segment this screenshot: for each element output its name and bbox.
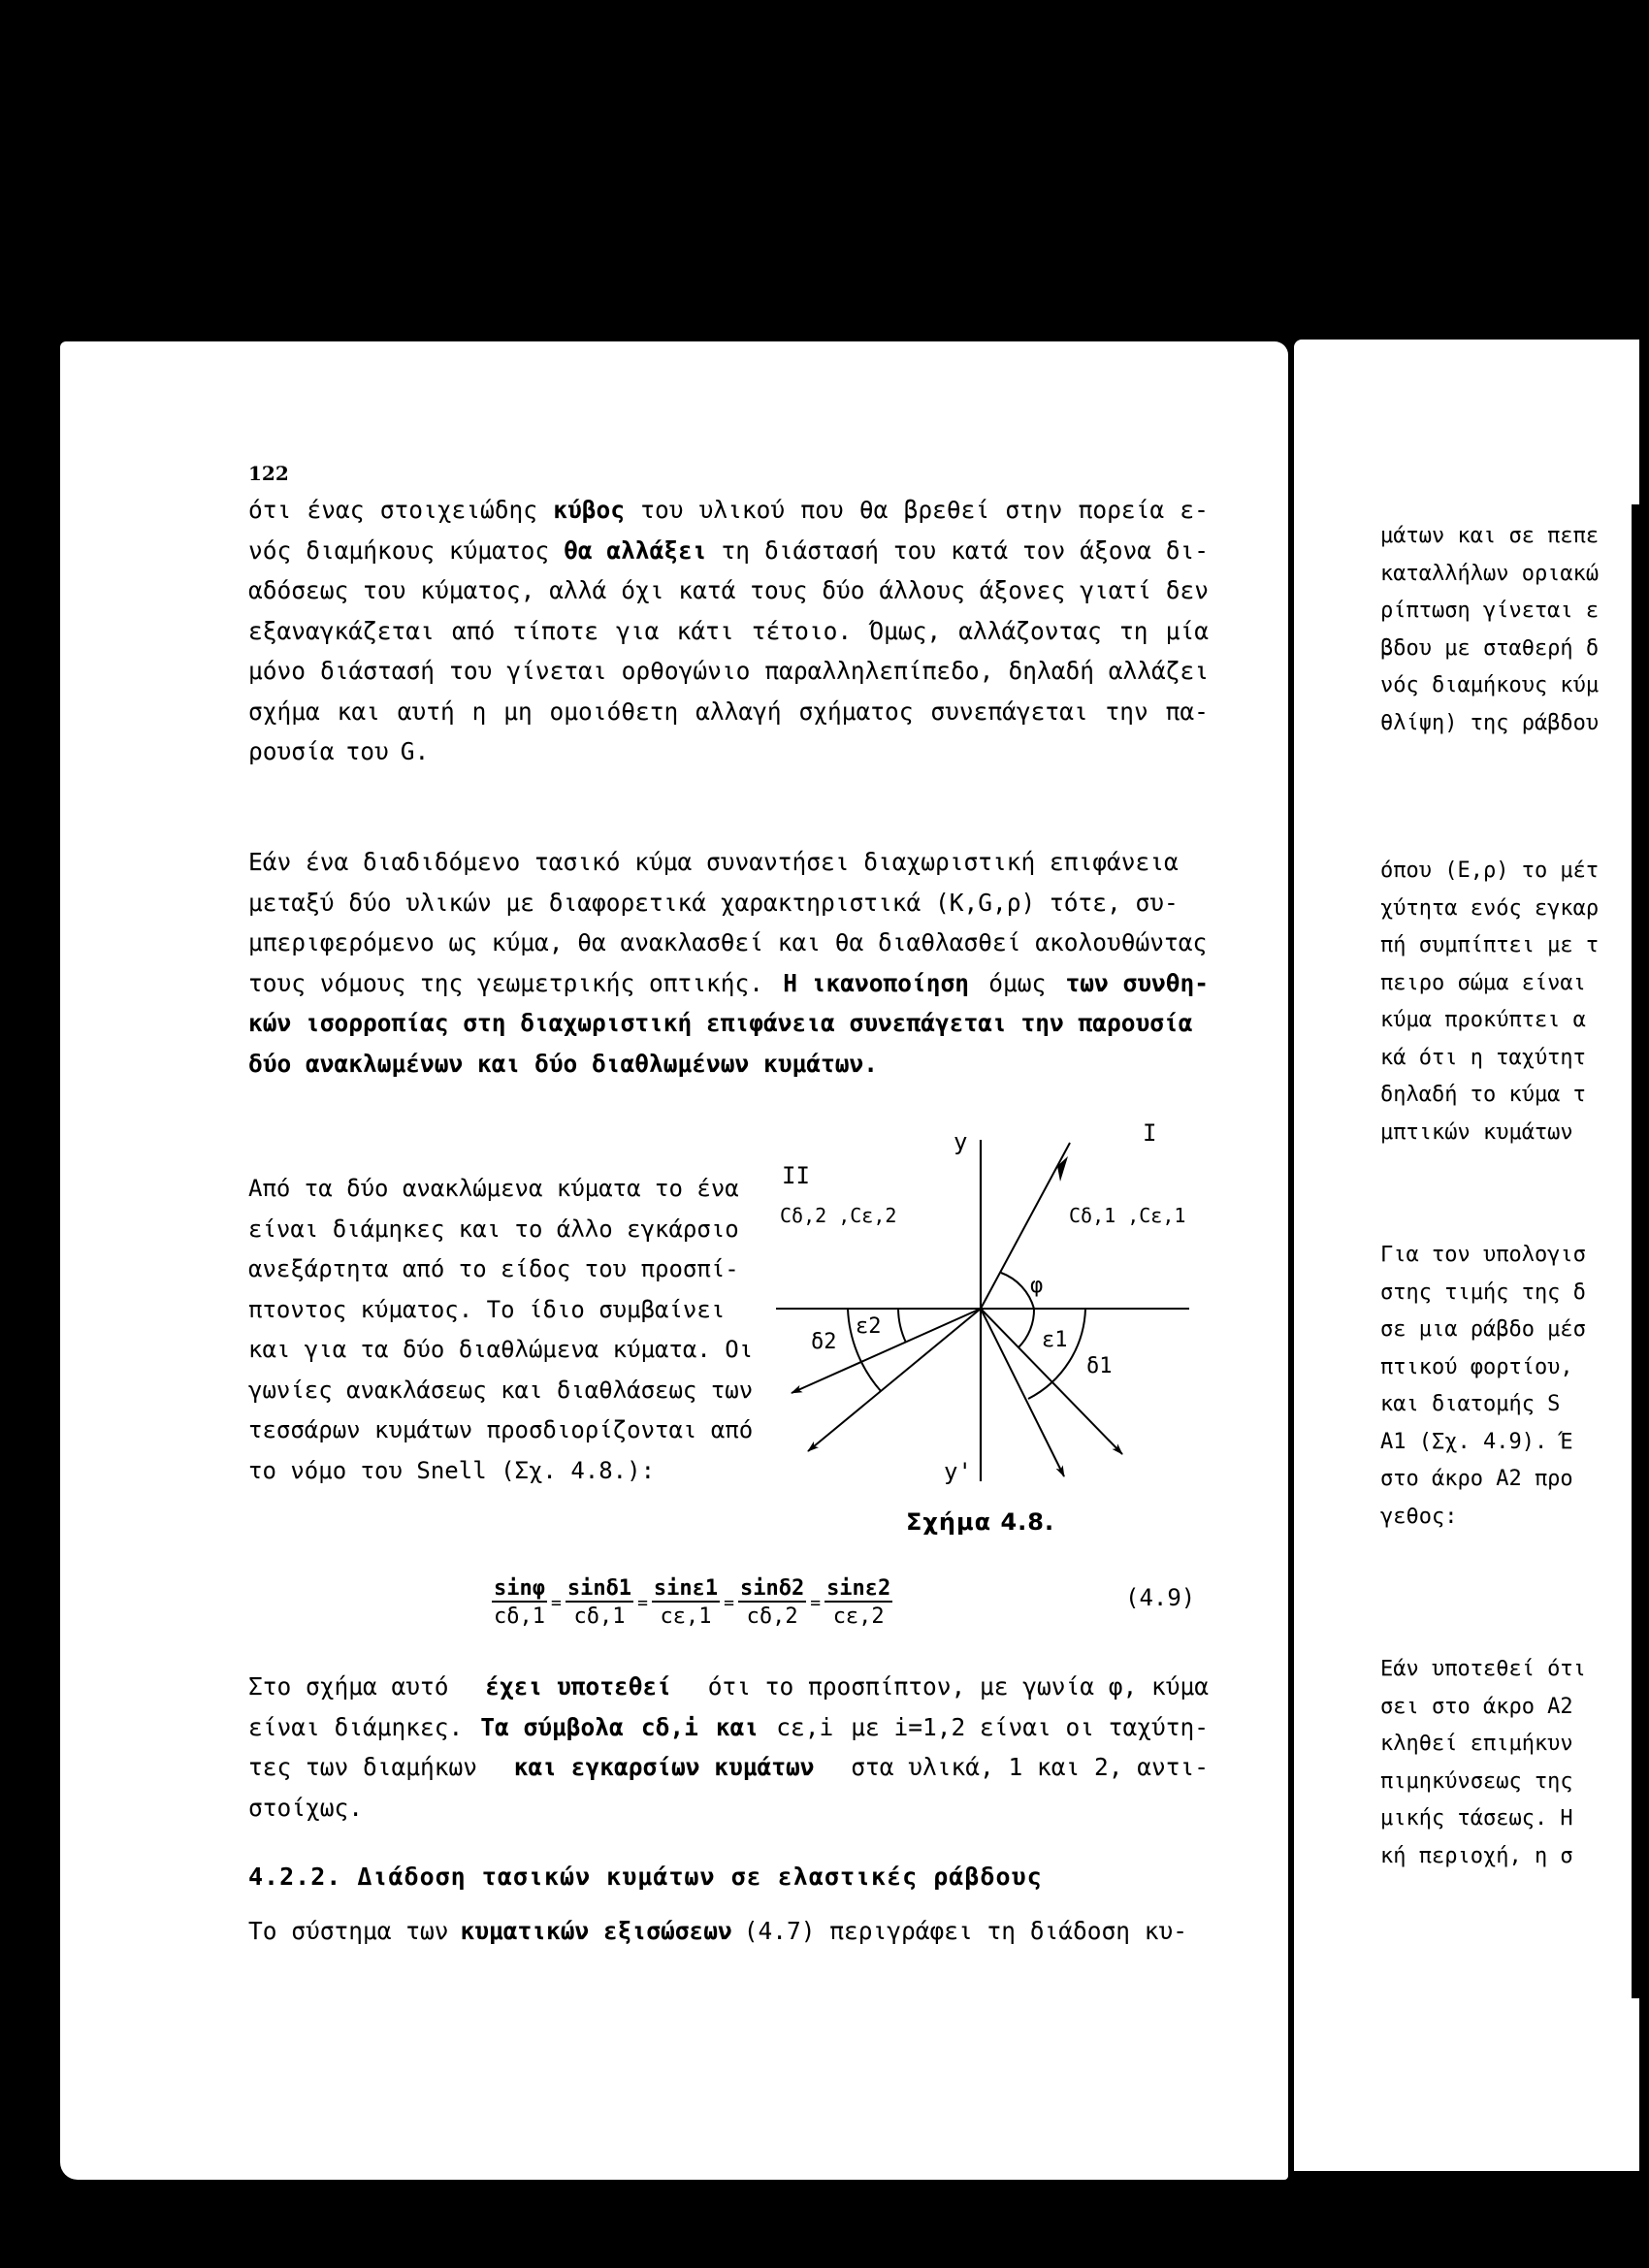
word: του — [449, 657, 493, 685]
text: ανεξάρτητα από το είδος του προσπί- — [248, 1255, 739, 1282]
label-angle-eps1: ε1 — [1042, 1328, 1068, 1352]
word: τίποτε — [512, 616, 598, 645]
text: πτοντος κύματος. Το ίδιο συμβαίνει — [248, 1295, 726, 1323]
word: στην — [1005, 496, 1063, 524]
word: υλικού — [698, 496, 786, 524]
right-page-cut-edge — [1632, 504, 1649, 1998]
label-region-1: I — [1143, 1119, 1157, 1147]
text-line: κά ότι η ταχύτητ — [1380, 1045, 1586, 1070]
text-line — [248, 883, 1209, 923]
text: Εάν ένα διαδιδόμενο τασικό κύμα συναντήσει διαχωριστική επιφάνεια — [248, 848, 1179, 876]
text-line: μάτων και σε πεπε — [1380, 524, 1600, 548]
label-y-top: y — [954, 1128, 968, 1155]
text-line: νός διαμήκους κύμ — [1380, 673, 1600, 697]
word: κατά — [678, 576, 736, 604]
bold-text: και — [715, 1712, 760, 1741]
arc-phi — [1001, 1273, 1034, 1309]
text: Το σύστημα των — [248, 1917, 449, 1945]
text: γωνίες ανακλάσεως και διαθλάσεως των — [248, 1376, 754, 1404]
word: κύματος — [448, 535, 550, 565]
text-line — [248, 1788, 1209, 1829]
word: τη — [721, 535, 751, 565]
incident-wave-arrow — [981, 1143, 1070, 1309]
text-line — [248, 1667, 1209, 1707]
denominator: cδ,2 — [746, 1604, 798, 1629]
fraction — [652, 1576, 720, 1629]
text: τεσσάρων κυμάτων προσδιορίζονται από — [248, 1416, 754, 1443]
text: τες των διαμήκων — [248, 1753, 478, 1781]
word: δύο — [822, 576, 865, 604]
text-line — [248, 1290, 753, 1331]
word: μη — [503, 697, 533, 726]
word: κατά — [951, 535, 1009, 565]
equals-sign: = — [637, 1592, 648, 1613]
text: τους νόμους της γεωμετρικής οπτικής. — [248, 968, 764, 997]
word: κάτι — [676, 616, 734, 645]
text-line: πιμηκύνσεως της — [1380, 1768, 1573, 1794]
right-page-block-3 — [1380, 1237, 1586, 1536]
text-line — [248, 651, 1209, 692]
text-line — [248, 1707, 1209, 1748]
text-line — [248, 490, 1209, 531]
fraction — [492, 1576, 547, 1629]
word: άξονα δι- — [1080, 535, 1209, 565]
word: ένας — [307, 496, 365, 524]
word: την — [1105, 697, 1148, 726]
denominator: cε,1 — [660, 1604, 712, 1629]
text-line: θλίψη) της ράβδου — [1380, 710, 1600, 735]
word: άξονες — [979, 576, 1066, 604]
label-angle-phi: φ — [1030, 1274, 1044, 1298]
word: όχι — [621, 576, 664, 604]
text-line — [248, 1169, 753, 1210]
word: πορεία — [1078, 496, 1165, 524]
paragraph-2 — [248, 842, 1209, 1084]
equation-number: (4.9) — [1125, 1584, 1196, 1611]
text: Από τα δύο ανακλώμενα κύματα το ένα — [248, 1175, 739, 1202]
text-line: γεθος: — [1380, 1504, 1458, 1529]
word: σχήματος — [798, 697, 914, 726]
word: γίνεται — [506, 657, 607, 685]
text-line: μπτικών κυμάτων — [1380, 1119, 1573, 1145]
text-line: βδου με σταθερή δ — [1380, 635, 1600, 661]
text-line: A1 (Σχ. 4.9). Έ — [1380, 1429, 1573, 1454]
text: το νόμο του Snell (Σχ. 4.8.): — [248, 1456, 656, 1484]
text-line — [248, 842, 1209, 883]
text-line: στης τιμής της δ — [1380, 1280, 1586, 1305]
arc-delta1 — [1028, 1309, 1085, 1399]
label-speeds-2: Cδ,2 ,Cε,2 — [780, 1204, 897, 1227]
word: κύβος — [553, 496, 625, 524]
word: εξαναγκάζεται — [248, 616, 435, 645]
word: κύματος, — [420, 576, 535, 604]
word: G. — [400, 737, 430, 765]
text-line — [248, 570, 1209, 611]
bold-text: των συνθη- — [1065, 968, 1209, 997]
text-line: μικής τάσεως. Η — [1380, 1806, 1573, 1831]
label-angle-eps2: ε2 — [856, 1314, 882, 1339]
text: ότι το προσπίπτον, με γωνία φ, κύμα — [707, 1672, 1209, 1701]
equals-sign: = — [550, 1592, 562, 1613]
word: διάστασή — [763, 535, 879, 565]
equals-sign: = — [810, 1592, 822, 1613]
text: μεταξύ δύο υλικών με διαφορετικά χαρακτηριστικά (K,G,ρ) τότε, συ- — [248, 888, 1179, 917]
bold-text: δύο ανακλωμένων και δύο διαθλωμένων κυμάτων. — [248, 1049, 879, 1078]
word: του — [363, 576, 406, 604]
text-line — [248, 1210, 753, 1250]
denominator: cε,2 — [832, 1604, 885, 1629]
word: αλλαγή — [695, 697, 782, 726]
word: και — [337, 697, 380, 726]
text-line: κή περιοχή, η σ — [1380, 1843, 1573, 1868]
numerator: sinδ1 — [566, 1576, 632, 1601]
fraction — [824, 1576, 892, 1629]
paragraph-3 — [248, 1169, 753, 1491]
bold-text: κών ισορροπίας στη διαχωριστική επιφάνεια συνεπάγεται την παρουσία — [248, 1009, 1193, 1037]
word: του — [892, 535, 937, 565]
word: θα — [858, 496, 889, 524]
text-line: καταλλήλων οριακώ — [1380, 561, 1600, 586]
section-heading: 4.2.2. Διάδοση τασικών κυμάτων σε ελαστικές ράβδους — [248, 1863, 1043, 1891]
text: (4.7) περιγράφει τη διάδοση κυ- — [743, 1917, 1188, 1945]
text: είναι διάμηκες και το άλλο εγκάρσιο — [248, 1215, 739, 1243]
text: όμως — [988, 968, 1047, 997]
text-line — [248, 1330, 753, 1371]
label-region-2: II — [782, 1162, 810, 1189]
snell-law-diagram — [766, 1106, 1212, 1504]
text: είναι διάμηκες. — [248, 1712, 464, 1741]
paragraph-1 — [248, 490, 1209, 772]
text-line — [248, 963, 1209, 1004]
equals-sign: = — [724, 1592, 734, 1613]
symbol-c-eps-i: cε,i — [776, 1712, 834, 1741]
word: αδόσεως — [248, 576, 349, 604]
equation-4-9 — [490, 1564, 894, 1641]
text-line: χύτητα ενός εγκαρ — [1380, 895, 1600, 921]
text-line — [248, 531, 1209, 571]
text: και για τα δύο διαθλώμενα κύματα. Οι — [248, 1336, 754, 1363]
label-angle-delta1: δ1 — [1086, 1354, 1113, 1378]
text-line: κύμα προκύπτει α — [1380, 1008, 1586, 1032]
word: ε- — [1180, 496, 1209, 524]
symbol-c-delta-i: cδ,i — [640, 1712, 698, 1741]
arc-eps2 — [898, 1309, 906, 1343]
word: διάστασή — [320, 657, 436, 685]
word: που — [800, 496, 844, 524]
word: ρουσία — [248, 737, 335, 765]
word: αλλάζοντας — [958, 616, 1102, 645]
bold-text: Η ικανοποίηση — [783, 968, 969, 997]
fraction — [738, 1576, 806, 1629]
text-line — [248, 1003, 1209, 1044]
text-line: κληθεί επιμήκυν — [1380, 1732, 1573, 1756]
numerator: sinε1 — [653, 1576, 719, 1601]
text-line — [248, 1249, 753, 1290]
text-line: όπου (E,ρ) το μέτ — [1380, 859, 1600, 883]
text-line: ρίπτωση γίνεται ε — [1380, 599, 1600, 623]
text-line: πειρο σώμα είναι — [1380, 970, 1586, 995]
word: αυτή — [397, 697, 455, 726]
text-line: σε μια ράβδο μέσ — [1380, 1317, 1586, 1342]
word: για — [616, 616, 660, 645]
numerator: sinδ2 — [739, 1576, 805, 1601]
page-number: 122 — [248, 462, 289, 485]
word: παραλληλεπίπεδο, — [764, 657, 994, 685]
right-page-block-4 — [1380, 1651, 1586, 1875]
word: σχήμα — [248, 697, 320, 726]
text-line — [248, 1911, 1209, 1952]
word: τη — [1119, 616, 1148, 645]
word: ότι — [248, 496, 292, 524]
text-line — [248, 1451, 753, 1492]
arc-eps1 — [1018, 1309, 1034, 1347]
label-speeds-1: Cδ,1 ,Cε,1 — [1069, 1204, 1186, 1227]
bold-text: Τα σύμβολα — [480, 1712, 624, 1741]
denominator: cδ,1 — [573, 1604, 626, 1629]
word: τον — [1022, 535, 1066, 565]
word: ορθογώνιο — [621, 657, 751, 685]
word: ομοιόθετη — [549, 697, 679, 726]
word: Όμως, — [869, 616, 942, 645]
text-line — [248, 692, 1209, 732]
text: στοίχως. — [248, 1793, 364, 1822]
denominator: cδ,1 — [494, 1604, 545, 1629]
text-line: σει στο άκρο A2 — [1380, 1694, 1573, 1719]
word: του — [345, 737, 389, 765]
word: αλλά — [549, 576, 607, 604]
word: δηλαδή αλλάζει — [1008, 657, 1209, 685]
paragraph-4 — [248, 1667, 1209, 1828]
right-page-block-1 — [1380, 518, 1599, 742]
text-line: και διατομής S — [1380, 1392, 1561, 1416]
word: τέτοιο. — [751, 616, 853, 645]
text-line — [248, 923, 1209, 963]
numerator: sinφ — [494, 1576, 545, 1601]
text: με i=1,2 είναι οι ταχύτη- — [851, 1712, 1209, 1741]
word: μόνο — [248, 657, 307, 685]
word: νός — [248, 535, 292, 565]
fraction — [566, 1576, 633, 1629]
word: στοιχειώδης — [379, 496, 537, 524]
bold-text: κυματικών εξισώσεων — [460, 1917, 732, 1945]
text: Στο σχήμα αυτό — [248, 1672, 449, 1701]
word: η — [471, 697, 487, 726]
bold-text: έχει υποτεθεί — [485, 1672, 671, 1701]
word: τους — [750, 576, 808, 604]
text-line: Εάν υποτεθεί ότι — [1380, 1657, 1586, 1681]
text-line — [248, 1747, 1209, 1788]
word: του — [640, 496, 684, 524]
text: μπεριφερόμενο ως κύμα, θα ανακλασθεί και θα διαθλασθεί ακολουθώντας — [248, 928, 1208, 956]
text-line: δηλαδή το κύμα τ — [1380, 1083, 1586, 1107]
word: βρεθεί — [903, 496, 990, 524]
text-line — [248, 611, 1209, 652]
text-line: πή συμπίπτει με τ — [1380, 933, 1600, 957]
bold-text: και εγκαρσίων κυμάτων — [513, 1753, 815, 1781]
incident-arrowhead — [1057, 1156, 1068, 1182]
text-line: Για τον υπολογισ — [1380, 1243, 1586, 1267]
text: στα υλικά, 1 και 2, αντι- — [851, 1753, 1209, 1781]
word: μία — [1165, 616, 1209, 645]
right-page-block-2 — [1380, 853, 1599, 1151]
word: πα- — [1165, 697, 1209, 726]
text-line — [248, 731, 1209, 772]
word: από — [451, 616, 496, 645]
numerator: sinε2 — [826, 1576, 891, 1601]
figure-caption: Σχήμα 4.8. — [906, 1508, 1055, 1536]
paragraph-5 — [248, 1911, 1209, 1952]
word: συνεπάγεται — [930, 697, 1088, 726]
text-line: στο άκρο A2 προ — [1380, 1467, 1573, 1491]
text-line: πτικού φορτίου, — [1380, 1354, 1573, 1379]
text-line — [248, 1044, 1209, 1085]
word: διαμήκους — [306, 535, 435, 565]
word: θα αλλάξει — [564, 535, 707, 565]
text-line — [248, 1410, 753, 1451]
word: άλλους — [879, 576, 965, 604]
word: γιατί δεν — [1080, 576, 1209, 604]
text-line — [248, 1371, 753, 1411]
label-angle-delta2: δ2 — [811, 1330, 837, 1354]
label-y-bottom: y' — [944, 1458, 972, 1485]
